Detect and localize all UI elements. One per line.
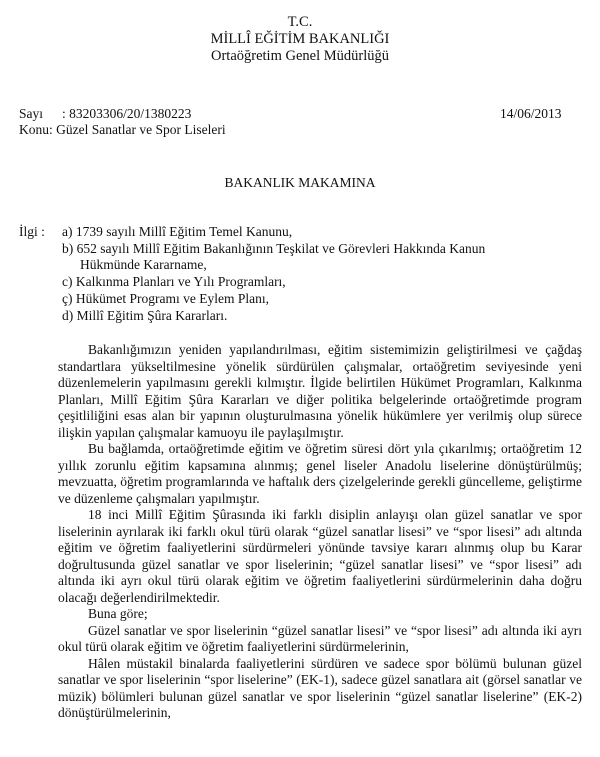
paragraph: Bu bağlamda, ortaöğretimde eğitim ve öğretim süresi dört yıla çıkarılmış; ortaöğretim 12 yıllık zorunlu eğitim kapsamına alınmış; genel liseler Anadolu liselerine dönüştürülmüş; mevzuatta, öğretim programlarında ve haftalık ders çizelgelerinde gerekli güncelleme, geliştirme ve düzenleme çalışmaları yapılmıştır. — [58, 441, 582, 506]
header-directorate: Ortaöğretim Genel Müdürlüğü — [211, 48, 389, 64]
ilgi-label: İlgi : — [19, 224, 45, 239]
ilgi-item-cc: ç) Hükümet Programı ve Eylem Planı, — [62, 291, 269, 306]
paragraph: Bakanlığımızın yeniden yapılandırılması, eğitim sistemimizin geliştirilmesi ve çağdaş standartlara yükseltilmesine yönelik sürdürülen çalışmalar, ortaöğretim seviyesinde yeni düzenlemelerin yapılmasını gerekli kılmıştır. İlgide belirtilen Hükümet Programları, Kalkınma Planları, Millî Eğitim Şûra Kararları ve diğer politika belgelerinde ortaöğretimde program çeşitliliğini esas alan bir yapının oluşturulmasına yönelik hükümlere yer verilmiş olup sürece ilişkin yapılan çalışmalar kamuoyu ile paylaşılmıştır. — [58, 342, 582, 440]
ilgi-item-b-cont: Hükmünde Kararname, — [80, 257, 207, 272]
header-tc: T.C. — [287, 14, 313, 30]
paragraph: 18 inci Millî Eğitim Şûrasında iki farklı disiplin anlayışı olan güzel sanatlar ve spor liselerinin ayrılarak iki farklı okul türü olarak “güzel sanatlar lisesi” ve “spor lisesi” adı altında eğitim ve öğretim faaliyetlerini sürdürmeleri yönünde tavsiye kararı alınmış olup bu Karar doğrultusunda güzel sanatlar ve spor liselerinin; “güzel sanatlar lisesi” ve “spor lisesi” adı altında iki ayrı okul türü olarak eğitim ve öğretim faaliyetlerini sürdürmelerinin daha doğru olacağı değerlendirilmektedir. — [58, 507, 582, 605]
document-date: 14/06/2013 — [500, 106, 562, 121]
paragraph: Güzel sanatlar ve spor liselerinin “güzel sanatlar lisesi” ve “spor lisesi” adı altında iki ayrı okul türü olarak eğitim ve öğretim faaliyetlerini sürdürmelerinin, — [58, 622, 582, 654]
paragraph: Hâlen müstakil binalarda faaliyetlerini sürdüren ve sadece spor bölümü bulunan güzel sanatlar ve spor liselerinin “spor liselerine” (EK-1), sadece güzel sanatlara ait (görsel sanatlar ve müzik) bölümleri bulunan güzel sanatlar ve spor liselerinin “güzel sanatlar liselerine” (EK-2) dönüştürülmelerinin, — [58, 655, 582, 720]
addressee: BAKANLIK MAKAMINA — [224, 175, 376, 190]
paragraph: Buna göre; — [88, 606, 148, 621]
ilgi-item-a: a) 1739 sayılı Millî Eğitim Temel Kanunu, — [62, 224, 293, 239]
ilgi-item-c: c) Kalkınma Planları ve Yılı Programları, — [62, 274, 286, 289]
body-text — [58, 342, 582, 722]
ilgi-item-b: b) 652 sayılı Millî Eğitim Bakanlığının Teşkilat ve Görevleri Hakkında Kanun — [62, 241, 486, 256]
header-ministry: MİLLÎ EĞİTİM BAKANLIĞI — [210, 31, 390, 47]
sayi-value: : 83203306/20/1380223 — [62, 106, 192, 121]
subject-line: Konu: Güzel Sanatlar ve Spor Liseleri — [19, 122, 226, 137]
ilgi-item-d: d) Millî Eğitim Şûra Kararları. — [62, 308, 228, 323]
sayi-label: Sayı — [19, 106, 44, 121]
